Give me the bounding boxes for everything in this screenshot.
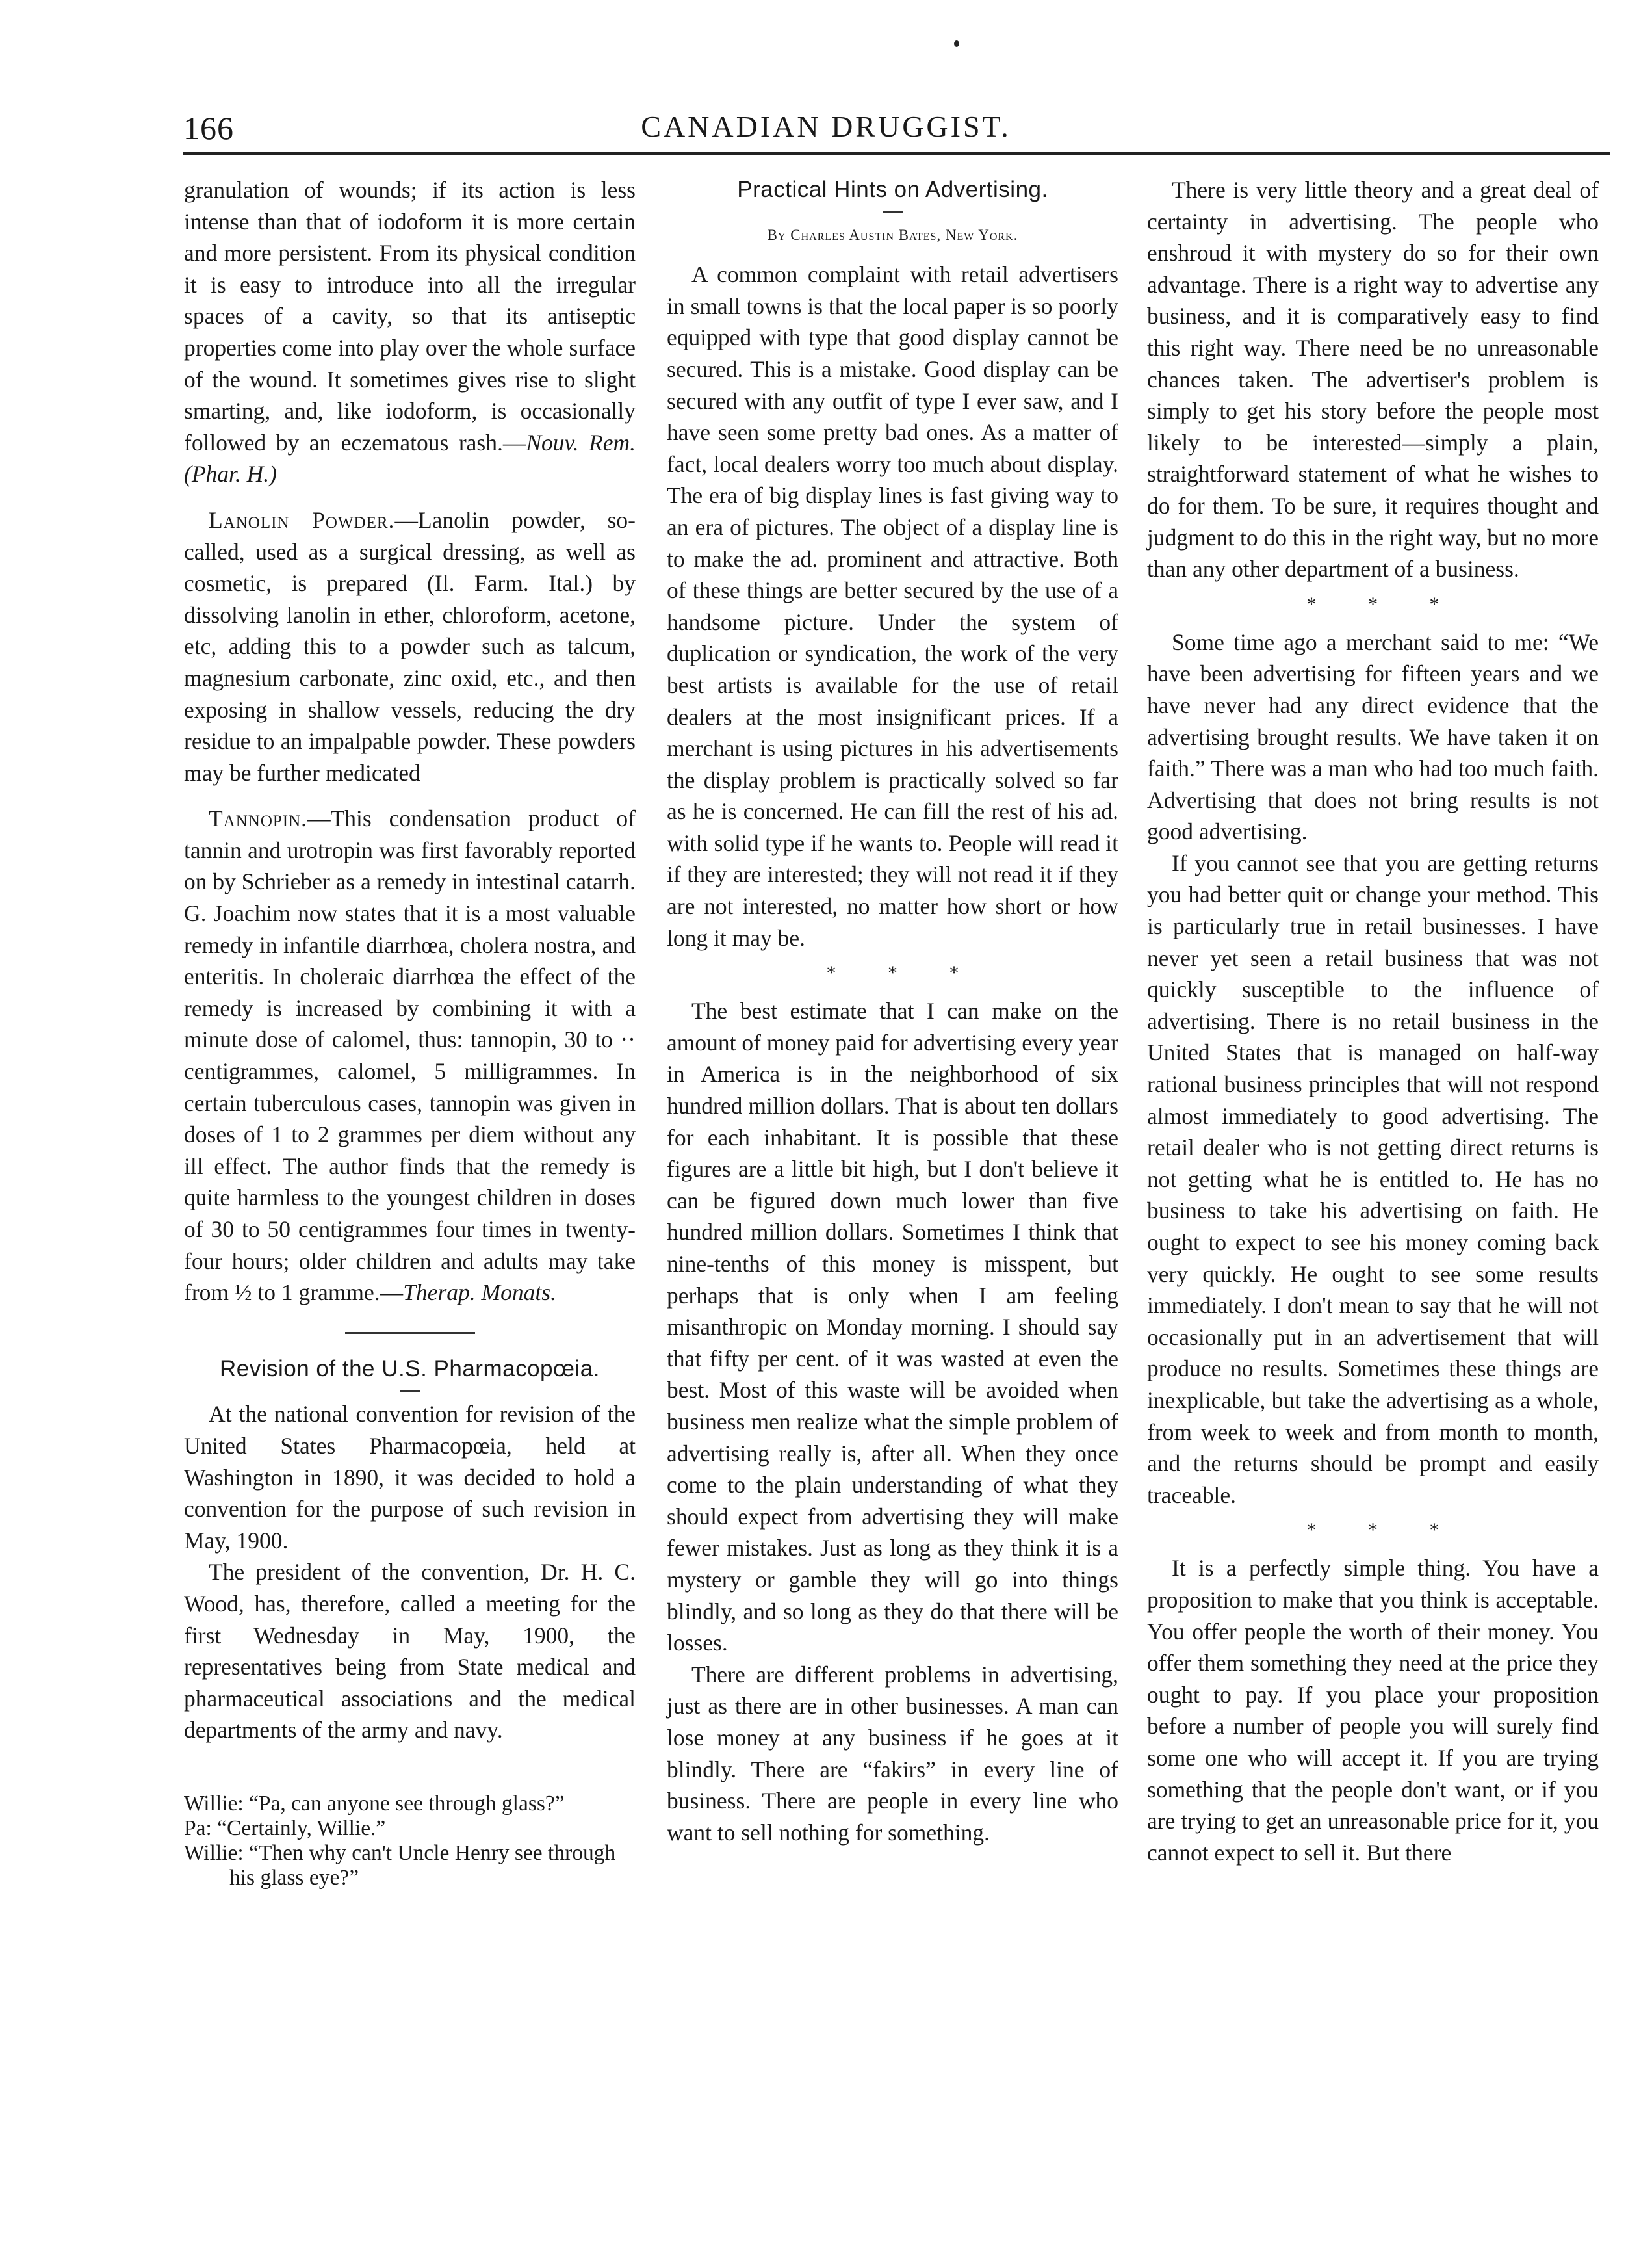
header-rule [183, 152, 1610, 155]
tannopin-title: Tannopin. [209, 805, 308, 832]
column-1 [184, 174, 636, 1890]
lanolin-title: Lanolin Powder. [209, 506, 395, 533]
heading-rule [883, 211, 903, 213]
column-2 [667, 174, 1118, 1848]
advertising-paragraph-2: The best estimate that I can make on the amount of money paid for advertising every year in America is in the neighborhood of six hundred million dollars. That is about ten dollars for each inhabitant. It is possible that these figures are a little bit high, but I don't believe it can be figured down much lower than five hundred million dollars. Sometimes I think that nine-tenths of this money is misspent, but perhaps that is only when I am feeling misanthropic on Monday morning. I should say that fifty per cent. of it was wasted at even the best. Most of this waste will be avoided when business men realize what the simple problem of advertising really is, after all. When they once come to the plain understanding of what they should expect from advertising they will make fewer mistakes. Just as long as they think it is a mystery or gamble they will go into things blindly, and so long as they do that there will be losses. [667, 998, 1118, 1656]
lanolin-text: —Lanolin powder, so-called, used as a surgical dressing, as well as cosmetic, is prepared (Il. Farm. Ital.) by dissolving lanolin in ether, chloroform, acetone, etc, adding this to a powder such as talcum, magnesium carbonate, zinc oxid, etc., and then exposing in shallow vessels, reducing the dry residue to an impalpable powder. These powders may be further medicated [184, 506, 636, 786]
joke-line: Pa: “Certainly, Willie.” [184, 1816, 386, 1840]
heading-rule [400, 1390, 420, 1392]
revision-paragraph-1: At the national convention for revision of the United States Pharmacopœia, held at Washington in 1890, it was decided to hold a convention for the purpose of such revision in May, 1900. [184, 1401, 636, 1554]
page-number: 166 [183, 110, 234, 146]
wound-paragraph [184, 174, 636, 490]
advertising-paragraph-5: Some time ago a merchant said to me: “We have been advertising for fifteen years and we have never had any direct evidence that the advertising brought results. We have taken it on faith.” There was a man who had too much faith. Advertising that does not bring results is not good advertising. [1147, 629, 1599, 845]
section-rule [345, 1332, 475, 1334]
joke-block [184, 1792, 636, 1890]
section-stars: * * * [826, 962, 983, 984]
joke-line: Willie: “Pa, can anyone see through glass?” [184, 1791, 565, 1816]
section-stars: * * * [1306, 1519, 1463, 1541]
print-speck [954, 40, 959, 47]
wound-text: granulation of wounds; if its action is less intense than that of iodoform it is more certain and more persistent. From its physical condition it is easy to introduce into all the irregular spaces of a cavity, so that its antiseptic properties come into play over the whole surface of the wound. It sometimes gives rise to slight smarting, and, like iodoform, is occasionally followed by an eczematous rash.— [184, 177, 636, 456]
wound-source: Nouv. Rem. (Phar. H.) [184, 429, 636, 488]
running-title: CANADIAN DRUGGIST. [641, 110, 1011, 143]
advertising-paragraph-1: A common complaint with retail advertisers in small towns is that the local paper is so poorly equipped with type that good display cannot be secured. This is a mistake. Good display can be secured with any outfit of type I ever saw, and I have seen some pretty bad ones. As a matter of fact, local dealers worry too much about display. The era of big display lines is fast giving way to an era of pictures. The object of a display line is to make the ad. prominent and attractive. Both of these things are better secured by the use of a handsome picture. Under the system of duplication or syndication, the work of the very best artists is available for the use of retail dealers at the most insignificant prices. If a merchant is using pictures in his advertisements the display problem is practically solved so far as he is concerned. He can fill the rest of his ad. with solid type if he wants to. People will read it if they are interested; they will not read it if they are not interested, no matter how short or how long it may be. [667, 261, 1118, 951]
advertising-paragraph-3: There are different problems in advertising, just as there are in other businesses. A man can lose money at any business if he goes at it blindly. There are “fakirs” in every line of business. There are people in every line who want to sell nothing for something. [667, 1661, 1118, 1846]
revision-paragraph-2: The president of the convention, Dr. H. C. Wood, has, therefore, called a meeting for the first Wednesday in May, 1900, the representatives being from State medical and pharmaceutical associations and the medical departments of the army and navy. [184, 1559, 636, 1743]
advertising-paragraph-6: If you cannot see that you are getting returns you had better quit or change your method. This is particularly true in retail businesses. I have never yet seen a retail business that was not quickly susceptible to the influence of advertising. There is no retail business in the United States that is managed on half-way rational business principles that will not respond almost immediately to good advertising. The retail dealer who is not getting direct returns is not getting what he is entitled to. He has no business to take his advertising on faith. He ought to expect to see his money coming back very quickly. He ought to see some results immediately. I don't mean to say that he will not occasionally put in an advertisement that will produce no results. Sometimes these things are inexplicable, but take the advertising as a whole, from week to week and from month to month, and the returns should be prompt and easily traceable. [1147, 850, 1599, 1508]
section-stars: * * * [1306, 593, 1463, 615]
advertising-heading: Practical Hints on Advertising. [737, 177, 1048, 202]
joke-line: Willie: “Then why can't Uncle Henry see through his glass eye?” [184, 1840, 616, 1890]
byline: By Charles Austin Bates, New York. [767, 226, 1018, 243]
lanolin-paragraph [184, 504, 636, 789]
column-3 [1147, 174, 1599, 1868]
advertising-paragraph-4: There is very little theory and a great deal of certainty in advertising. The people who enshroud it with mystery do so for their own advantage. There is a right way to advertise any business, and it is comparatively easy to find this right way. There need be no unreasonable chances taken. The advertiser's problem is simply to get his story before the people most likely to be interested—simply a plain, straightforward statement of what he wishes to do for them. To be sure, it requires thought and judgment to do this in the right way, but no more than any other department of a business. [1147, 177, 1599, 582]
revision-heading: Revision of the U.S. Pharmacopœia. [219, 1355, 600, 1381]
tannopin-text: —This condensation product of tannin and urotropin was first favorably reported on by Schrieber as a remedy in intestinal catarrh. G. Joachim now states that it is a most valuable remedy in infantile diarrhœa, cholera nostra, and enteritis. In choleraic diarrhœa the effect of the remedy is increased by combining it with a minute dose of calomel, thus: tannopin, 30 to ·· centigrammes, calomel, 5 milligrammes. In certain tuberculous cases, tannopin was given in doses of 1 to 2 grammes per diem without any ill effect. The author finds that the remedy is quite harmless to the youngest children in doses of 30 to 50 centigrammes four times in twenty-four hours; older children and adults may take from ½ to 1 gramme.— [184, 805, 636, 1306]
advertising-paragraph-7: It is a perfectly simple thing. You have a proposition to make that you think is acceptable. You offer people the worth of their money. You offer them something they need at the price they ought to pay. If you place your proposition before a number of people you will surely find some one who will accept it. If you are trying something that the people don't want, or if you are trying to get an unreasonable price for it, you cannot expect to sell it. But there [1147, 1555, 1599, 1866]
tannopin-source: Therap. Monats. [403, 1279, 556, 1306]
tannopin-paragraph [184, 803, 636, 1309]
